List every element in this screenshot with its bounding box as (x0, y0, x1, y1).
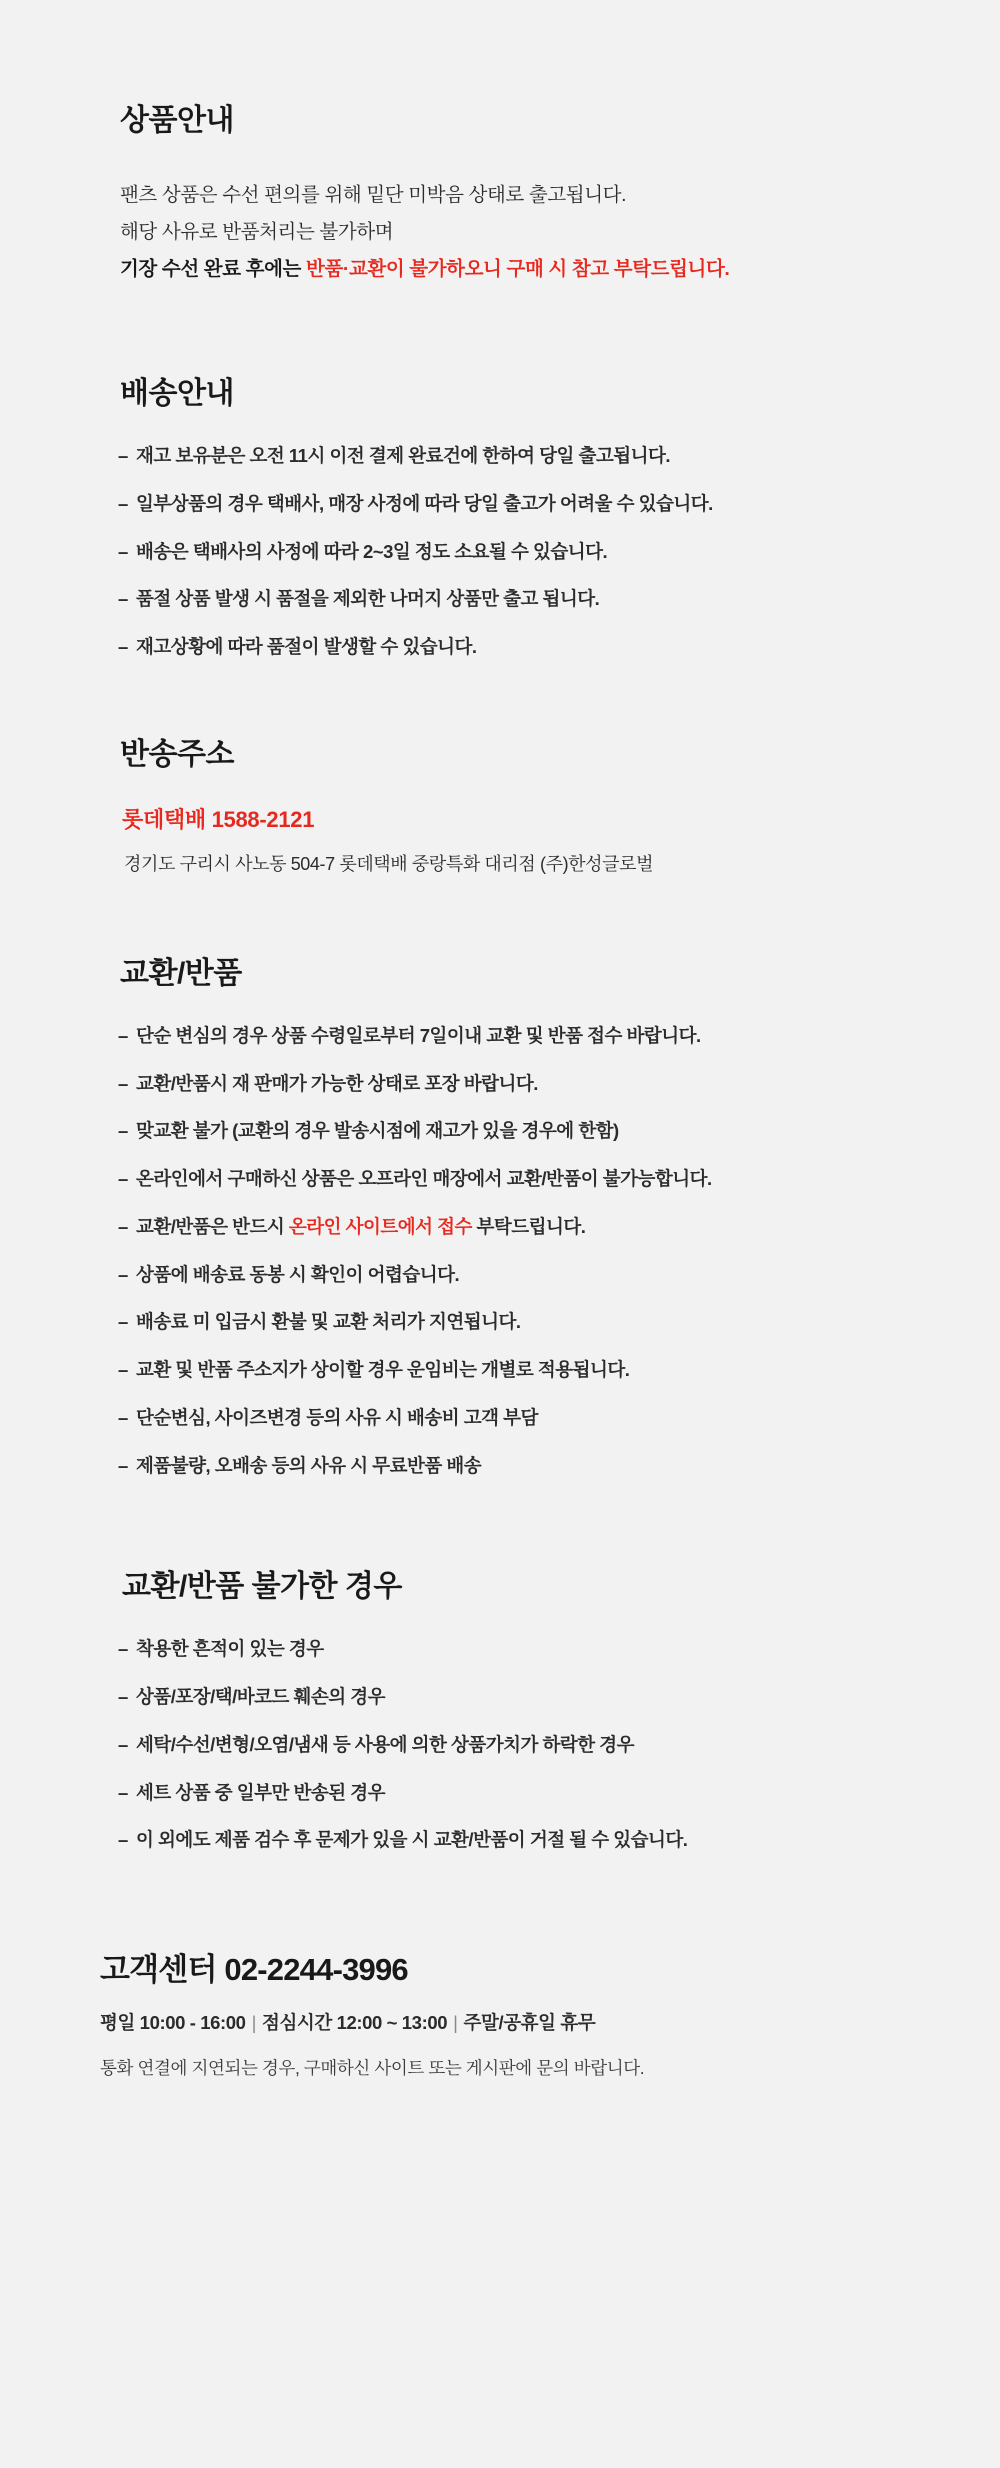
list-item-text: 상품에 배송료 동봉 시 확인이 어렵습니다. (136, 1263, 460, 1285)
section-return-address (0, 681, 1000, 876)
list-item (118, 1635, 940, 1663)
customer-service-hours (100, 2009, 1000, 2035)
list-item (118, 1404, 940, 1432)
list-item (118, 1165, 940, 1193)
list-item (118, 1731, 940, 1759)
list-item-text: 단순변심, 사이즈변경 등의 사유 시 배송비 고객 부담 (136, 1406, 538, 1428)
list-item (118, 1022, 940, 1050)
product-info-line: 팬츠 상품은 수선 편의를 위해 밑단 미박음 상태로 출고됩니다. (120, 184, 627, 206)
return-address-text: 경기도 구리시 사노동 504-7 롯데택배 중랑특화 대리점 (주)한성글로벌 (124, 853, 654, 874)
list-item-text: 단순 변심의 경우 상품 수령일로부터 7일이내 교환 및 반품 접수 바랍니다. (136, 1024, 701, 1046)
list-item-text: 상품/포장/택/바코드 훼손의 경우 (136, 1686, 386, 1708)
list-item (118, 1779, 940, 1807)
dash-icon: – (118, 1454, 128, 1476)
return-courier-phone: 롯데택배 1588-2121 (122, 806, 315, 832)
product-info-title: 상품안내 (120, 104, 234, 137)
dash-icon: – (118, 1781, 128, 1803)
product-info-line-prefix: 기장 수선 완료 후에는 (120, 258, 307, 281)
shipping-list (118, 442, 940, 661)
list-item-text: 교환/반품시 재 판매가 가능한 상태로 포장 바랍니다. (136, 1072, 538, 1094)
list-item-text: 세탁/수선/변형/오염/냄새 등 사용에 의한 상품가치가 하락한 경우 (136, 1733, 635, 1755)
list-item (118, 442, 940, 470)
no-exchange-title: 교환/반품 불가한 경우 (122, 1570, 402, 1604)
list-item (118, 1683, 940, 1711)
list-item-text: 착용한 흔적이 있는 경우 (136, 1638, 324, 1660)
dash-icon: – (118, 1686, 128, 1708)
product-info-body (118, 177, 940, 288)
return-address-title: 반송주소 (120, 737, 234, 771)
dash-icon: – (118, 1359, 128, 1381)
section-shipping (0, 288, 1000, 661)
list-item-text: 일부상품의 경우 택배사, 매장 사정에 따라 당일 출고가 어려울 수 있습니다. (136, 492, 713, 514)
weekend-closed: 주말/공휴일 휴무 (463, 2012, 596, 2034)
lunch-hours: 점심시간 12:00 ~ 13:00 (261, 2012, 448, 2034)
list-item (118, 1308, 940, 1336)
dash-icon: – (118, 1072, 128, 1094)
list-item (118, 1070, 940, 1098)
section-customer-service (0, 1874, 1000, 2080)
dash-icon: – (118, 540, 128, 562)
dash-icon: – (118, 1263, 128, 1285)
list-item-text: 세트 상품 중 일부만 반송된 경우 (136, 1781, 386, 1803)
list-item (118, 585, 940, 613)
list-item-text: 이 외에도 제품 검수 후 문제가 있을 시 교환/반품이 거절 될 수 있습니다. (136, 1829, 688, 1851)
list-item (118, 633, 940, 661)
list-item-text: 제품불량, 오배송 등의 사유 시 무료반품 배송 (136, 1454, 482, 1476)
list-item-text: 맞교환 불가 (교환의 경우 발송시점에 재고가 있을 경우에 한함) (136, 1120, 619, 1142)
customer-service-title: 고객센터 02-2244-3996 (100, 1952, 408, 1988)
dash-icon: – (118, 636, 128, 658)
dash-icon: – (118, 1168, 128, 1190)
dash-icon: – (118, 1024, 128, 1046)
list-item (118, 1826, 940, 1854)
list-item (118, 490, 940, 518)
shipping-title: 배송안내 (120, 377, 234, 411)
dash-icon: – (118, 445, 128, 467)
dash-icon: – (118, 492, 128, 514)
list-item-highlight (118, 1213, 940, 1241)
dash-icon: – (118, 1311, 128, 1333)
list-item (118, 1261, 940, 1289)
list-item-red: 온라인 사이트에서 접수 (288, 1215, 472, 1237)
product-info-line-highlight (120, 251, 940, 288)
list-item (118, 1452, 940, 1480)
separator-icon: | (453, 2012, 458, 2034)
product-info-line-red: 반품·교환이 불가하오니 구매 시 참고 부탁드립니다. (306, 258, 730, 281)
dash-icon: – (118, 1829, 128, 1851)
list-item-text: 배송료 미 입금시 환불 및 교환 처리가 지연됩니다. (136, 1311, 521, 1333)
list-item-text: 온라인에서 구매하신 상품은 오프라인 매장에서 교환/반품이 불가능합니다. (136, 1168, 712, 1190)
dash-icon: – (118, 1638, 128, 1660)
dash-icon: – (118, 1215, 128, 1237)
customer-service-note: 통화 연결에 지연되는 경우, 구매하신 사이트 또는 게시판에 문의 바랍니다. (100, 2058, 645, 2079)
dash-icon: – (118, 1120, 128, 1142)
no-exchange-list (118, 1635, 940, 1854)
list-item-text: 품절 상품 발생 시 품절을 제외한 나머지 상품만 출고 됩니다. (136, 588, 600, 610)
separator-icon: | (251, 2012, 256, 2034)
section-no-exchange (0, 1499, 1000, 1854)
dash-icon: – (118, 1406, 128, 1428)
weekday-hours: 평일 10:00 - 16:00 (100, 2012, 246, 2034)
dash-icon: – (118, 588, 128, 610)
list-item (118, 1117, 940, 1145)
section-exchange (0, 876, 1000, 1480)
list-item-text: 재고 보유분은 오전 11시 이전 결제 완료건에 한하여 당일 출고됩니다. (136, 445, 670, 467)
dash-icon: – (118, 1733, 128, 1755)
list-item-text: 재고상황에 따라 품절이 발생할 수 있습니다. (136, 636, 477, 658)
list-item-text: 교환 및 반품 주소지가 상이할 경우 운임비는 개별로 적용됩니다. (136, 1359, 630, 1381)
list-item (118, 538, 940, 566)
product-info-line: 해당 사유로 반품처리는 불가하며 (120, 221, 394, 244)
list-item-suffix: 부탁드립니다. (471, 1215, 586, 1237)
list-item-prefix: 교환/반품은 반드시 (136, 1215, 289, 1237)
exchange-list (118, 1022, 940, 1480)
list-item (118, 1356, 940, 1384)
list-item-text: 배송은 택배사의 사정에 따라 2~3일 정도 소요될 수 있습니다. (136, 540, 608, 562)
exchange-title: 교환/반품 (120, 956, 242, 990)
section-product-info (0, 0, 1000, 288)
